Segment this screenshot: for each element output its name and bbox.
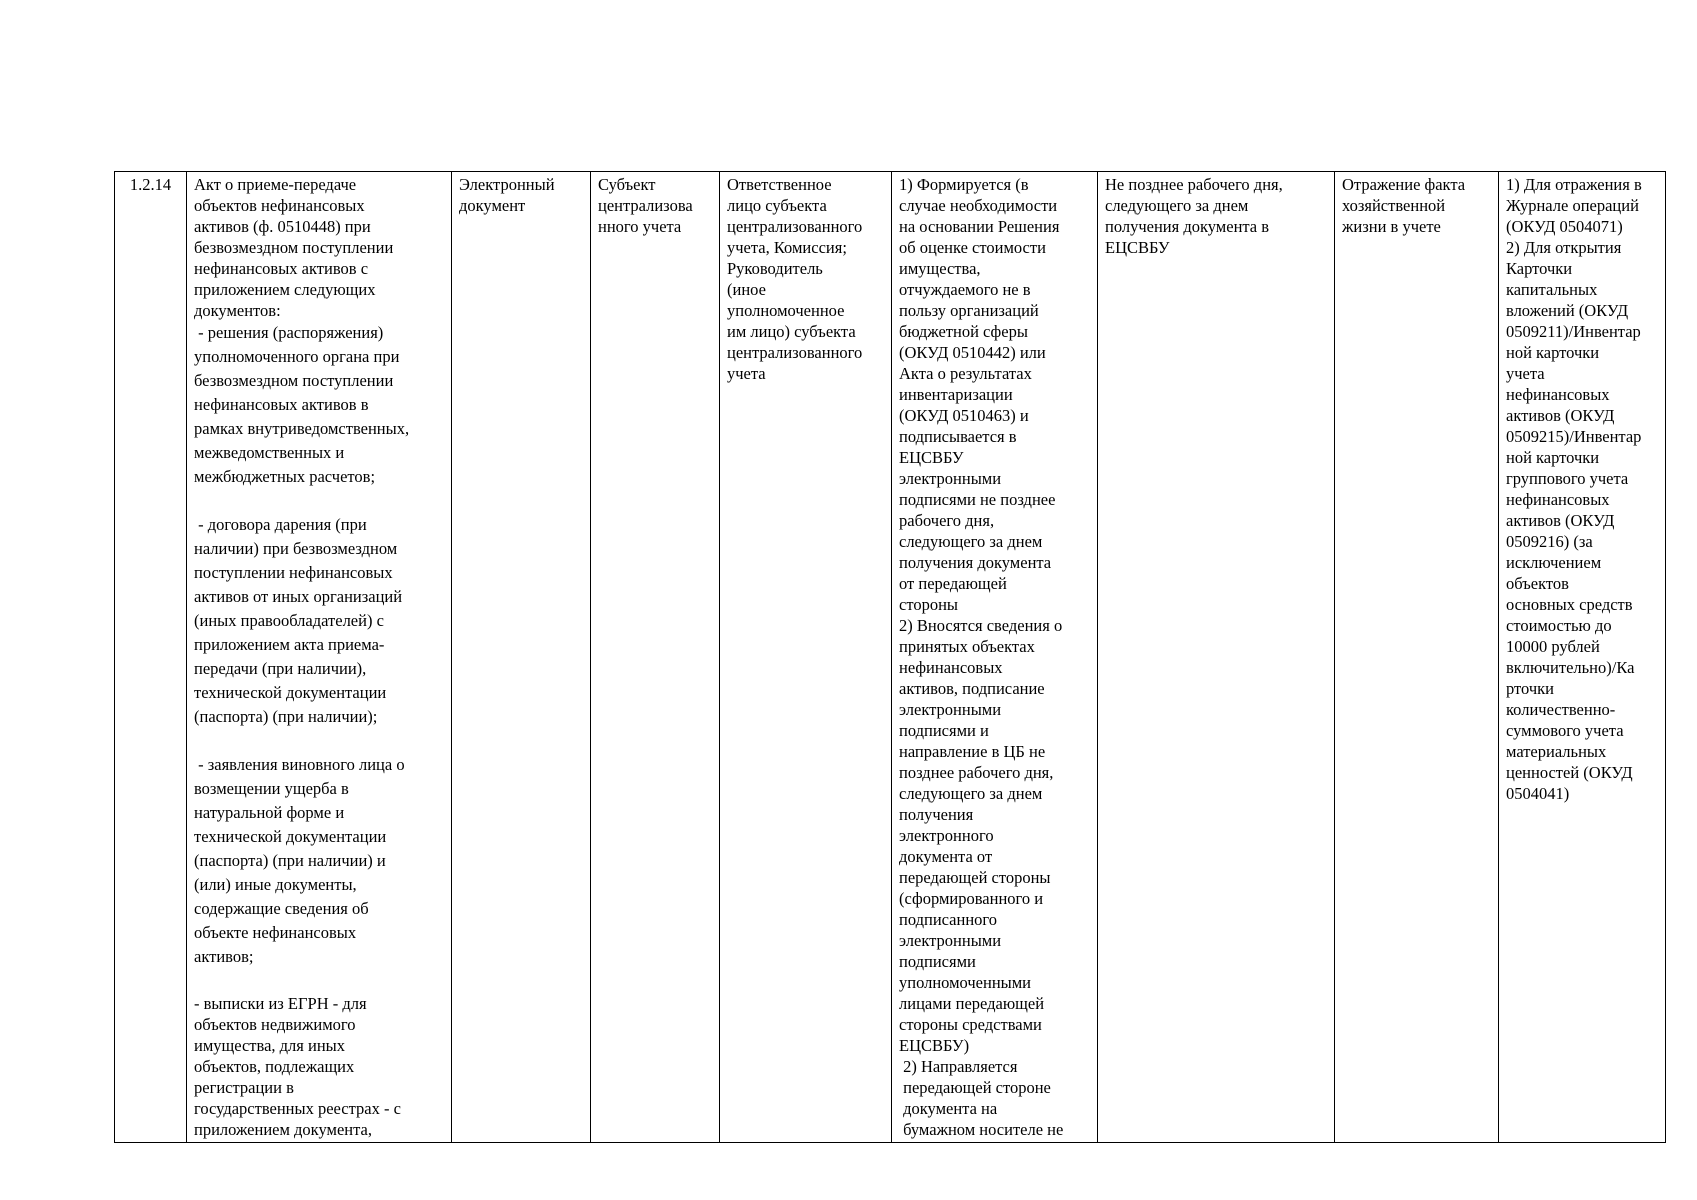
text-line: нефинансовых: [1506, 385, 1610, 404]
text-line: Акта о результатах: [899, 364, 1032, 383]
text-line: капитальных: [1506, 280, 1598, 299]
text-line: получения документа в: [1105, 217, 1270, 236]
text-line: получения: [899, 805, 974, 824]
text-line: - выписки из ЕГРН - для: [194, 994, 367, 1013]
text-line: передающей стороне: [899, 1078, 1051, 1097]
deadline-text: [1105, 174, 1327, 258]
text-line: (ОКУД 0510463) и: [899, 406, 1029, 425]
text-line: исключением: [1506, 553, 1602, 572]
composer-cell: [591, 172, 720, 1143]
text-line: материальных: [1506, 742, 1607, 761]
text-line: ЕЦСВБУ): [899, 1036, 970, 1055]
text-line: количественно-: [1506, 700, 1616, 719]
text-line: нного учета: [598, 217, 682, 236]
document-item-gift-contract: [194, 513, 444, 729]
text-line: Электронный: [459, 175, 555, 194]
text-line: активов, подписание: [899, 679, 1045, 698]
text-line: активов;: [194, 947, 254, 966]
registers-cell: [1499, 172, 1666, 1143]
text-line: (паспорта) (при наличии);: [194, 707, 378, 726]
text-line: рамках внутриведомственных,: [194, 419, 410, 438]
text-line: межведомственных и: [194, 443, 345, 462]
text-line: (ОКУД 0510442) или: [899, 343, 1046, 362]
text-line: направление в ЦБ не: [899, 742, 1046, 761]
text-line: учета: [727, 364, 766, 383]
text-line: стоимостью до: [1506, 616, 1612, 635]
text-line: наличии) при безвозмездном: [194, 539, 398, 558]
text-line: отчуждаемого не в: [899, 280, 1031, 299]
text-line: инвентаризации: [899, 385, 1013, 404]
text-line: приложением документа,: [194, 1120, 372, 1139]
text-line: (или) иные документы,: [194, 875, 357, 894]
text-line: 10000 рублей: [1506, 637, 1600, 656]
text-line: активов (ф. 0510448) при: [194, 217, 371, 236]
text-line: возмещении ущерба в: [194, 779, 349, 798]
text-line: следующего за днем: [1105, 196, 1249, 215]
text-line: 2) Для открытия: [1506, 238, 1622, 257]
text-line: ной карточки: [1506, 448, 1600, 467]
text-line: передачи (при наличии),: [194, 659, 367, 678]
text-line: технической документации: [194, 827, 387, 846]
text-line: позднее рабочего дня,: [899, 763, 1054, 782]
registers-text: [1506, 174, 1658, 804]
text-line: учета: [1506, 364, 1545, 383]
composer: [598, 174, 712, 237]
text-line: государственных реестрах - с: [194, 1099, 401, 1118]
document-name-cell: [187, 172, 452, 1143]
text-line: Карточки: [1506, 259, 1573, 278]
text-line: централизова: [598, 196, 693, 215]
text-line: Субъект: [598, 175, 656, 194]
text-line: (иных правообладателей) с: [194, 611, 384, 630]
text-line: уполномоченными: [899, 973, 1032, 992]
text-line: подписями не позднее: [899, 490, 1056, 509]
text-line: объектов, подлежащих: [194, 1057, 355, 1076]
text-line: регистрации в: [194, 1078, 294, 1097]
text-line: стороны: [899, 595, 958, 614]
purpose-cell: [1335, 172, 1499, 1143]
text-line: активов (ОКУД: [1506, 511, 1615, 530]
text-line: электронного: [899, 826, 994, 845]
text-line: жизни в учете: [1342, 217, 1441, 236]
text-line: 1) Для отражения в: [1506, 175, 1642, 194]
text-line: имущества, для иных: [194, 1036, 345, 1055]
document-table: [114, 171, 1666, 1143]
row-number: 1.2.14: [129, 175, 172, 194]
text-line: группового учета: [1506, 469, 1629, 488]
text-line: нефинансовых: [1506, 490, 1610, 509]
procedure-cell: [892, 172, 1098, 1143]
text-line: - заявления виновного лица о: [194, 755, 405, 774]
text-line: Акт о приеме-передаче: [194, 175, 357, 194]
text-line: (сформированного и: [899, 889, 1044, 908]
text-line: (паспорта) (при наличии) и: [194, 851, 386, 870]
text-line: поступлении нефинансовых: [194, 563, 393, 582]
text-line: объекте нефинансовых: [194, 923, 357, 942]
text-line: 0509215)/Инвентар: [1506, 427, 1642, 446]
purpose-text: [1342, 174, 1491, 237]
text-line: натуральной форме и: [194, 803, 345, 822]
text-line: подписывается в: [899, 427, 1017, 446]
text-line: объектов: [1506, 574, 1569, 593]
responsible-persons: [727, 174, 884, 384]
text-line: 2) Направляется: [899, 1057, 1018, 1076]
text-line: передающей стороны: [899, 868, 1051, 887]
text-line: нефинансовых активов в: [194, 395, 369, 414]
text-line: случае необходимости: [899, 196, 1058, 215]
text-line: лицо субъекта: [727, 196, 827, 215]
document-item-culprit-statement: [194, 753, 444, 969]
document-item-decision: [194, 321, 444, 489]
text-line: основных средств: [1506, 595, 1633, 614]
text-line: 2) Вносятся сведения о: [899, 616, 1063, 635]
text-line: объектов недвижимого: [194, 1015, 356, 1034]
text-line: нефинансовых: [899, 658, 1003, 677]
text-line: (ОКУД 0504071): [1506, 217, 1623, 236]
text-line: Руководитель: [727, 259, 823, 278]
text-line: подписями и: [899, 721, 989, 740]
text-line: приложением акта приема-: [194, 635, 385, 654]
text-line: 1) Формируется (в: [899, 175, 1029, 194]
text-line: следующего за днем: [899, 532, 1043, 551]
document-form-cell: [452, 172, 591, 1143]
text-line: - решения (распоряжения): [194, 323, 384, 342]
text-line: 0504041): [1506, 784, 1570, 803]
text-line: электронными: [899, 700, 1002, 719]
text-line: Отражение факта: [1342, 175, 1466, 194]
procedure-text: [899, 174, 1090, 1140]
text-line: объектов нефинансовых: [194, 196, 365, 215]
text-line: им лицо) субъекта: [727, 322, 856, 341]
text-line: электронными: [899, 469, 1002, 488]
text-line: рабочего дня,: [899, 511, 995, 530]
text-line: ценностей (ОКУД: [1506, 763, 1633, 782]
text-line: включительно)/Ка: [1506, 658, 1635, 677]
text-line: нефинансовых активов с: [194, 259, 369, 278]
text-line: хозяйственной: [1342, 196, 1446, 215]
row-number-cell: [115, 172, 187, 1143]
text-line: документа на: [899, 1099, 998, 1118]
text-line: суммового учета: [1506, 721, 1624, 740]
text-line: пользу организаций: [899, 301, 1039, 320]
text-line: 0509216) (за: [1506, 532, 1593, 551]
text-line: технической документации: [194, 683, 387, 702]
text-line: (иное: [727, 280, 766, 299]
table-row: [115, 172, 1666, 1143]
text-line: документ: [459, 196, 526, 215]
text-line: ЕЦСВБУ: [899, 448, 964, 467]
text-line: централизованного: [727, 343, 863, 362]
text-line: ной карточки: [1506, 343, 1600, 362]
responsible-cell: [720, 172, 892, 1143]
text-line: 0509211)/Инвентар: [1506, 322, 1641, 341]
text-line: электронными: [899, 931, 1002, 950]
text-line: об оценке стоимости: [899, 238, 1046, 257]
text-line: Не позднее рабочего дня,: [1105, 175, 1283, 194]
text-line: содержащие сведения об: [194, 899, 369, 918]
text-line: вложений (ОКУД: [1506, 301, 1629, 320]
text-line: документов:: [194, 301, 281, 320]
text-line: следующего за днем: [899, 784, 1043, 803]
deadline-cell: [1098, 172, 1335, 1143]
text-line: активов (ОКУД: [1506, 406, 1615, 425]
text-line: лицами передающей: [899, 994, 1045, 1013]
text-line: централизованного: [727, 217, 863, 236]
text-line: от передающей: [899, 574, 1007, 593]
text-line: подписанного: [899, 910, 998, 929]
text-line: ЕЦСВБУ: [1105, 238, 1170, 257]
text-line: получения документа: [899, 553, 1052, 572]
text-line: бюджетной сферы: [899, 322, 1028, 341]
text-line: подписями: [899, 952, 976, 971]
text-line: межбюджетных расчетов;: [194, 467, 376, 486]
text-line: безвозмездном поступлении: [194, 238, 394, 257]
text-line: рточки: [1506, 679, 1554, 698]
text-line: уполномоченного органа при: [194, 347, 400, 366]
text-line: принятых объектах: [899, 637, 1035, 656]
document-intro: [194, 174, 444, 321]
text-line: бумажном носителе не: [899, 1120, 1064, 1139]
document-item-egrn-extract: [194, 993, 444, 1140]
text-line: имущества,: [899, 259, 981, 278]
text-line: Ответственное: [727, 175, 832, 194]
text-line: активов от иных организаций: [194, 587, 403, 606]
text-line: Журнале операций: [1506, 196, 1639, 215]
text-line: уполномоченное: [727, 301, 845, 320]
text-line: на основании Решения: [899, 217, 1060, 236]
document-form: [459, 174, 583, 216]
text-line: документа от: [899, 847, 993, 866]
text-line: учета, Комиссия;: [727, 238, 847, 257]
text-line: стороны средствами: [899, 1015, 1042, 1034]
text-line: приложением следующих: [194, 280, 376, 299]
text-line: безвозмездном поступлении: [194, 371, 394, 390]
text-line: - договора дарения (при: [194, 515, 367, 534]
